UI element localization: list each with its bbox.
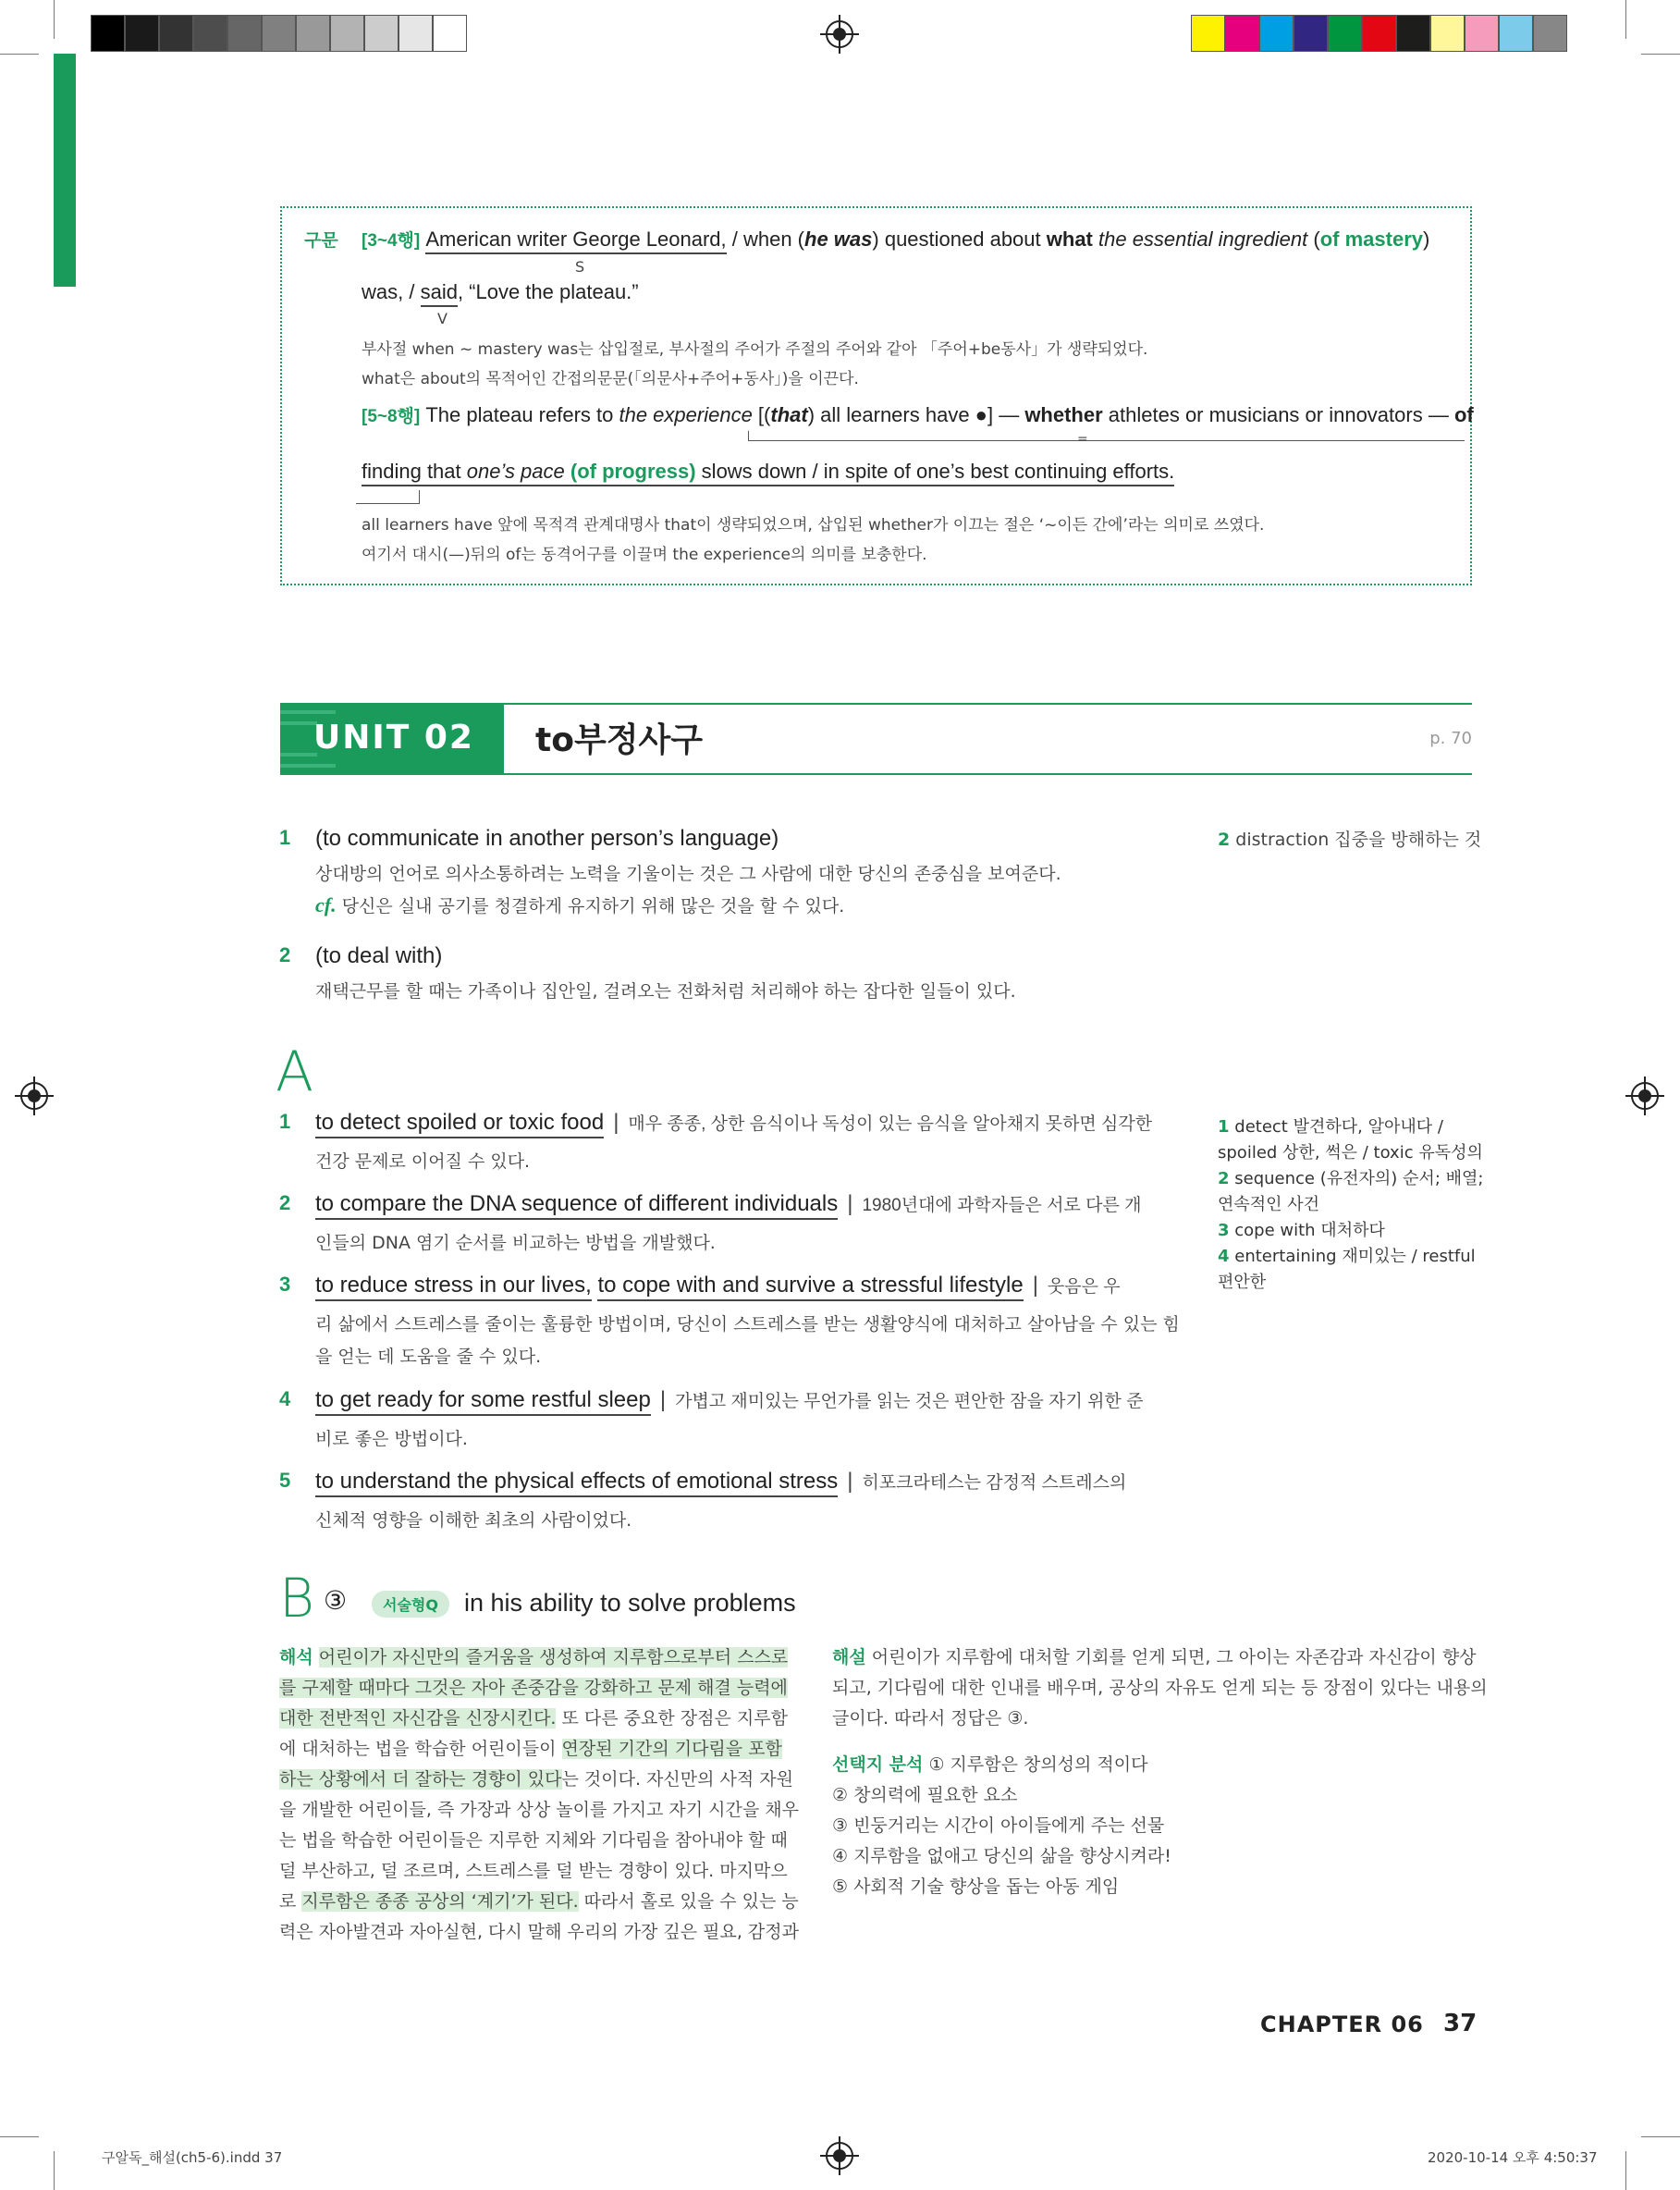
subject-phrase: American writer George Leonard, bbox=[425, 228, 726, 254]
answer-phrase: to get ready for some restful sleep bbox=[315, 1387, 651, 1416]
text-run: what bbox=[1046, 228, 1093, 251]
text-line bbox=[279, 1642, 788, 1673]
text-line bbox=[279, 1917, 799, 1948]
cf-text: 당신은 실내 공기를 청결하게 유지하기 위해 많은 것을 할 수 있다. bbox=[341, 896, 845, 917]
syntax-box bbox=[280, 206, 1472, 585]
subject-mark: S bbox=[575, 258, 585, 276]
cf-label: cf. bbox=[315, 893, 337, 917]
text-run: 는 법을 학습한 어린이들은 지루한 지체와 기다림을 참아내야 할 때 bbox=[279, 1830, 788, 1851]
vocab-line bbox=[1218, 1166, 1486, 1192]
answer-phrase: to detect spoiled or toxic food bbox=[315, 1110, 604, 1138]
vocab-line bbox=[1218, 1244, 1486, 1270]
vocab-text: sequence (유전자의) 순서; 배열; bbox=[1234, 1169, 1484, 1188]
text-run: ) all learners have ●] bbox=[807, 403, 994, 426]
text-run: 는 것이다. 자신만의 사적 자원 bbox=[561, 1769, 793, 1790]
text-run: one’s pace bbox=[466, 460, 565, 483]
text-run: athletes or musicians or innovators — bbox=[1102, 403, 1454, 426]
syntax-label: 구문 bbox=[304, 230, 338, 251]
vocab-number: 4 bbox=[1218, 1247, 1230, 1266]
registration-mark-icon bbox=[826, 2142, 853, 2170]
crop-mark bbox=[54, 0, 55, 39]
translation-text: 리 삶에서 스트레스를 줄이는 훌륭한 방법이며, 당신이 스트레스를 받는 생활양식에 대처하고 살아남을 수 있는 힘 bbox=[315, 1314, 1180, 1335]
section-b-answer-text: in his ability to solve problems bbox=[464, 1589, 796, 1617]
intro-answer: (to deal with) bbox=[315, 943, 443, 968]
answer-line: to reduce stress in our lives, to cope with and survive a stressful lifestyle | 웃음은 우 bbox=[315, 1273, 1121, 1298]
text-run: , “Love the plateau.” bbox=[457, 280, 639, 303]
explanation-label: 해설 bbox=[832, 1647, 866, 1667]
crop-mark bbox=[0, 54, 39, 55]
text-line bbox=[832, 1811, 1164, 1841]
appositive-bracket bbox=[356, 490, 420, 504]
highlight-text: 지루함은 종종 공상의 ‘계기’가 된다. bbox=[301, 1891, 579, 1912]
registration-mark-icon bbox=[20, 1082, 48, 1110]
timestamp-slug: 2020-10-14 오후 4:50:37 bbox=[1428, 2149, 1598, 2166]
text-run: he was bbox=[804, 228, 873, 251]
syntax-line-1 bbox=[362, 227, 1429, 252]
translation-text: 신체적 영향을 이해한 최초의 사람이었다. bbox=[315, 1510, 632, 1531]
text-line bbox=[832, 1673, 1488, 1704]
section-b-answer: ③ bbox=[324, 1585, 348, 1616]
text-run: 되고, 기다림에 대한 인내를 배우며, 공상의 자유도 얻게 되는 등 장점이 있다는 내용의 bbox=[832, 1678, 1488, 1698]
vocab-note bbox=[1218, 826, 1481, 851]
vocab-number: 2 bbox=[1218, 1169, 1230, 1188]
appositive-phrase bbox=[362, 460, 1174, 486]
text-run: 로 bbox=[279, 1891, 302, 1912]
intro-cf bbox=[315, 892, 844, 917]
translation-text: 건강 문제로 이어질 수 있다. bbox=[315, 1151, 531, 1172]
text-run: 덜 부산하고, 덜 조르며, 스트레스를 덜 받는 경향이 있다. 마지막으 bbox=[279, 1861, 788, 1881]
chapter-label: CHAPTER 06 bbox=[1260, 2012, 1424, 2037]
side-tab bbox=[54, 54, 76, 287]
text-line bbox=[279, 1856, 788, 1887]
text-run: 글이다. 따라서 정답은 ③. bbox=[832, 1708, 1029, 1729]
answer-phrase: to reduce stress in our lives, bbox=[315, 1273, 592, 1301]
text-run: The plateau refers to bbox=[420, 403, 619, 426]
highlight-text: 하는 상황에서 더 잘하는 경향이 있다 bbox=[279, 1769, 562, 1790]
syntax-note-2: what은 about의 목적어인 간접의문문(「의문사+주어+동사」)을 이끈다. bbox=[362, 370, 859, 388]
answer-line: to detect spoiled or toxic food | 매우 종종, 상한 음식이나 독성이 있는 음식을 알아채지 못하면 심각한 bbox=[315, 1110, 1152, 1136]
text-line bbox=[279, 1826, 788, 1856]
text-run: was, / bbox=[362, 280, 421, 303]
translation-label: 해석 bbox=[279, 1647, 313, 1667]
crop-mark bbox=[1625, 0, 1626, 39]
vocab-line bbox=[1218, 1192, 1486, 1218]
text-run: 을 개발한 어린이들, 즉 가장과 상상 놀이를 가지고 자기 시간을 채우 bbox=[279, 1800, 799, 1820]
text-line bbox=[279, 1673, 788, 1704]
line-ref: [3~4행] bbox=[362, 231, 421, 251]
text-run: finding that bbox=[362, 460, 467, 483]
intro-translation: 상대방의 언어로 의사소통하려는 노력을 기울이는 것은 그 사람에 대한 당신의 존중심을 보여준다. bbox=[315, 864, 1061, 884]
item-number: 2 bbox=[279, 1191, 291, 1214]
syntax-line-2 bbox=[362, 280, 639, 304]
vocab-text: entertaining 재미있는 / restful bbox=[1234, 1247, 1476, 1266]
translation-text: 가볍고 재미있는 무언가를 읽는 것은 편안한 잠을 자기 위한 준 bbox=[675, 1392, 1144, 1411]
syntax-line-3 bbox=[362, 402, 1474, 427]
highlight-text: 어린이가 자신만의 즐거움을 생성하여 지루함으로부터 스스로 bbox=[318, 1647, 789, 1667]
crop-mark bbox=[0, 2136, 39, 2137]
text-line bbox=[832, 1704, 1028, 1734]
verb-mark: V bbox=[437, 310, 448, 327]
text-run: [( bbox=[752, 403, 771, 426]
text-line bbox=[832, 1750, 1147, 1780]
text-run: (of progress) bbox=[564, 460, 696, 483]
text-run: 어린이가 지루함에 대처할 기회를 얻게 되면, 그 아이는 자존감과 자신감이 향상 bbox=[871, 1647, 1477, 1667]
item-number: 1 bbox=[279, 1110, 291, 1133]
vocab-number: 3 bbox=[1218, 1221, 1230, 1240]
translation-text: 웃음은 우 bbox=[1047, 1277, 1121, 1297]
answer-phrase: to compare the DNA sequence of different individuals bbox=[315, 1191, 838, 1220]
text-run: 에 대처하는 법을 학습한 어린이들이 bbox=[279, 1739, 562, 1759]
vocab-text: distraction 집중을 방해하는 것 bbox=[1235, 830, 1482, 850]
crop-mark bbox=[1625, 2151, 1626, 2190]
text-run: whether bbox=[1024, 403, 1103, 426]
text-run: the experience bbox=[619, 403, 753, 426]
unit-header bbox=[280, 703, 1472, 775]
section-a-letter: A bbox=[276, 1040, 314, 1104]
text-line bbox=[832, 1841, 1171, 1872]
translation-text: 비로 좋은 방법이다. bbox=[315, 1429, 468, 1449]
unit-label: UNIT 02 bbox=[313, 719, 474, 757]
registration-mark-icon bbox=[1631, 1082, 1659, 1110]
intro-translation: 재택근무를 할 때는 가족이나 집안일, 걸려오는 전화처럼 처리해야 하는 잡다한 일들이 있다. bbox=[315, 981, 1016, 1002]
text-line bbox=[832, 1780, 1017, 1811]
text-run: ( bbox=[1307, 228, 1320, 251]
item-number: 5 bbox=[279, 1469, 291, 1492]
translation-text: 을 얻는 데 도움을 줄 수 있다. bbox=[315, 1347, 542, 1367]
translation-text: 히포크라테스는 감정적 스트레스의 bbox=[862, 1473, 1127, 1493]
vocab-line bbox=[1218, 1114, 1486, 1140]
text-run: / when ( bbox=[726, 228, 805, 251]
item-number: 4 bbox=[279, 1387, 291, 1410]
highlight-text: 대한 전반적인 자신감을 신장시킨다. bbox=[279, 1708, 557, 1729]
vocab-text: 편안한 bbox=[1218, 1273, 1267, 1292]
text-line bbox=[279, 1765, 793, 1795]
choice-text: ② 창의력에 필요한 요소 bbox=[832, 1785, 1018, 1805]
vocab-text: 연속적인 사건 bbox=[1218, 1195, 1320, 1214]
text-run: 력은 자아발견과 자아실현, 다시 말해 우리의 가장 깊은 필요, 감정과 bbox=[279, 1922, 799, 1942]
syntax-note-3: all learners have 앞에 목적격 관계대명사 that이 생략되었으며, 삽입된 whether가 이끄는 절은 ‘~이든 간에’라는 의미로 쓰였다. bbox=[362, 516, 1265, 535]
vocab-text: cope with 대처하다 bbox=[1234, 1221, 1385, 1240]
vocab-text: spoiled 상한, 썩은 / toxic 유독성의 bbox=[1218, 1143, 1483, 1163]
appositive-bracket bbox=[1093, 440, 1465, 441]
vocab-line bbox=[1218, 1140, 1486, 1166]
answer-line: to compare the DNA sequence of different individuals | 1980년대에 과학자들은 서로 다른 개 bbox=[315, 1191, 1141, 1217]
vocab-sidebar bbox=[1218, 1114, 1486, 1296]
text-run: ) questioned about bbox=[872, 228, 1047, 251]
translation-text: 1980년대에 과학자들은 서로 다른 개 bbox=[862, 1196, 1142, 1215]
page-number: 37 bbox=[1443, 2010, 1478, 2037]
highlight-text: 를 구제할 때마다 그것은 자아 존중감을 강화하고 문제 해결 능력에 bbox=[279, 1678, 788, 1698]
translation-text: 인들의 DNA 염기 순서를 비교하는 방법을 개발했다. bbox=[315, 1233, 716, 1253]
text-run: that bbox=[770, 403, 808, 426]
vocab-line bbox=[1218, 1270, 1486, 1296]
choice-text: ⑤ 사회적 기술 향상을 돕는 아동 게임 bbox=[832, 1876, 1120, 1897]
answer-line: to get ready for some restful sleep | 가볍고 재미있는 무언가를 읽는 것은 편안한 잠을 자기 위한 준 bbox=[315, 1387, 1143, 1413]
text-run: slows down / in spite of one’s best continuing efforts. bbox=[695, 460, 1175, 483]
choice-analysis-label: 선택지 분석 bbox=[832, 1754, 924, 1775]
crop-mark bbox=[1641, 2136, 1680, 2137]
vocab-text: detect 발견하다, 알아내다 / bbox=[1234, 1117, 1443, 1137]
highlight-text: 연장된 기간의 기다림을 포함 bbox=[561, 1739, 782, 1759]
text-run: 따라서 홀로 있을 수 있는 능 bbox=[578, 1891, 799, 1912]
text-run: of bbox=[1453, 403, 1474, 426]
crop-mark bbox=[54, 2151, 55, 2190]
crop-mark bbox=[1641, 54, 1680, 55]
vocab-number: 2 bbox=[1218, 830, 1231, 850]
appositive-bracket bbox=[748, 431, 1100, 441]
text-line bbox=[279, 1734, 782, 1765]
verb: said bbox=[421, 280, 458, 307]
intro-answer: (to communicate in another person’s language) bbox=[315, 826, 779, 851]
line-ref: [5~8행] bbox=[362, 407, 421, 426]
registration-mark-icon bbox=[826, 20, 853, 48]
unit-title: to부정사구 bbox=[535, 721, 704, 759]
syntax-note-4: 여기서 대시(—)뒤의 of는 동격어구를 이끌며 the experience의 의미를 보충한다. bbox=[362, 546, 927, 564]
syntax-note-1: 부사절 when ~ mastery was는 삽입절로, 부사절의 주어가 주절의 주어와 같아 「주어+be동사」가 생략되었다. bbox=[362, 340, 1148, 359]
text-run: of mastery bbox=[1319, 228, 1423, 251]
syntax-line-4 bbox=[362, 460, 1174, 484]
section-b-letter: B bbox=[279, 1567, 314, 1630]
text-line bbox=[279, 1704, 788, 1734]
item-number: 1 bbox=[279, 826, 291, 849]
descriptive-q-badge: 서술형Q bbox=[372, 1591, 449, 1618]
choice-text: ① 지루함은 창의성의 적이다 bbox=[928, 1754, 1148, 1775]
answer-phrase: to understand the physical effects of emotional stress bbox=[315, 1469, 838, 1497]
equals-mark: = bbox=[1077, 432, 1088, 447]
vocab-number: 1 bbox=[1218, 1117, 1230, 1137]
text-run: ) bbox=[1423, 228, 1430, 251]
item-number: 3 bbox=[279, 1273, 291, 1296]
choice-text: ③ 빈둥거리는 시간이 아이들에게 주는 선물 bbox=[832, 1815, 1165, 1836]
item-number: 2 bbox=[279, 943, 291, 966]
unit-badge bbox=[280, 705, 504, 773]
text-line bbox=[832, 1642, 1477, 1673]
choice-text: ④ 지루함을 없애고 당신의 삶을 향상시켜라! bbox=[832, 1846, 1171, 1866]
text-line bbox=[832, 1872, 1119, 1902]
vocab-line bbox=[1218, 1218, 1486, 1244]
answer-line: to understand the physical effects of emotional stress | 히포크라테스는 감정적 스트레스의 bbox=[315, 1469, 1126, 1495]
page-reference: p. 70 bbox=[1429, 729, 1472, 748]
text-run: 또 다른 중요한 장점은 지루함 bbox=[556, 1708, 788, 1729]
text-run: — bbox=[993, 403, 1025, 426]
file-slug: 구알독_해설(ch5-6).indd 37 bbox=[102, 2149, 283, 2166]
translation-text: 매우 종종, 상한 음식이나 독성이 있는 음식을 알아채지 못하면 심각한 bbox=[628, 1114, 1153, 1134]
answer-phrase: to cope with and survive a stressful lifestyle bbox=[597, 1273, 1023, 1301]
text-line bbox=[279, 1887, 799, 1917]
text-run: the essential ingredient bbox=[1092, 228, 1308, 251]
text-line bbox=[279, 1795, 799, 1826]
